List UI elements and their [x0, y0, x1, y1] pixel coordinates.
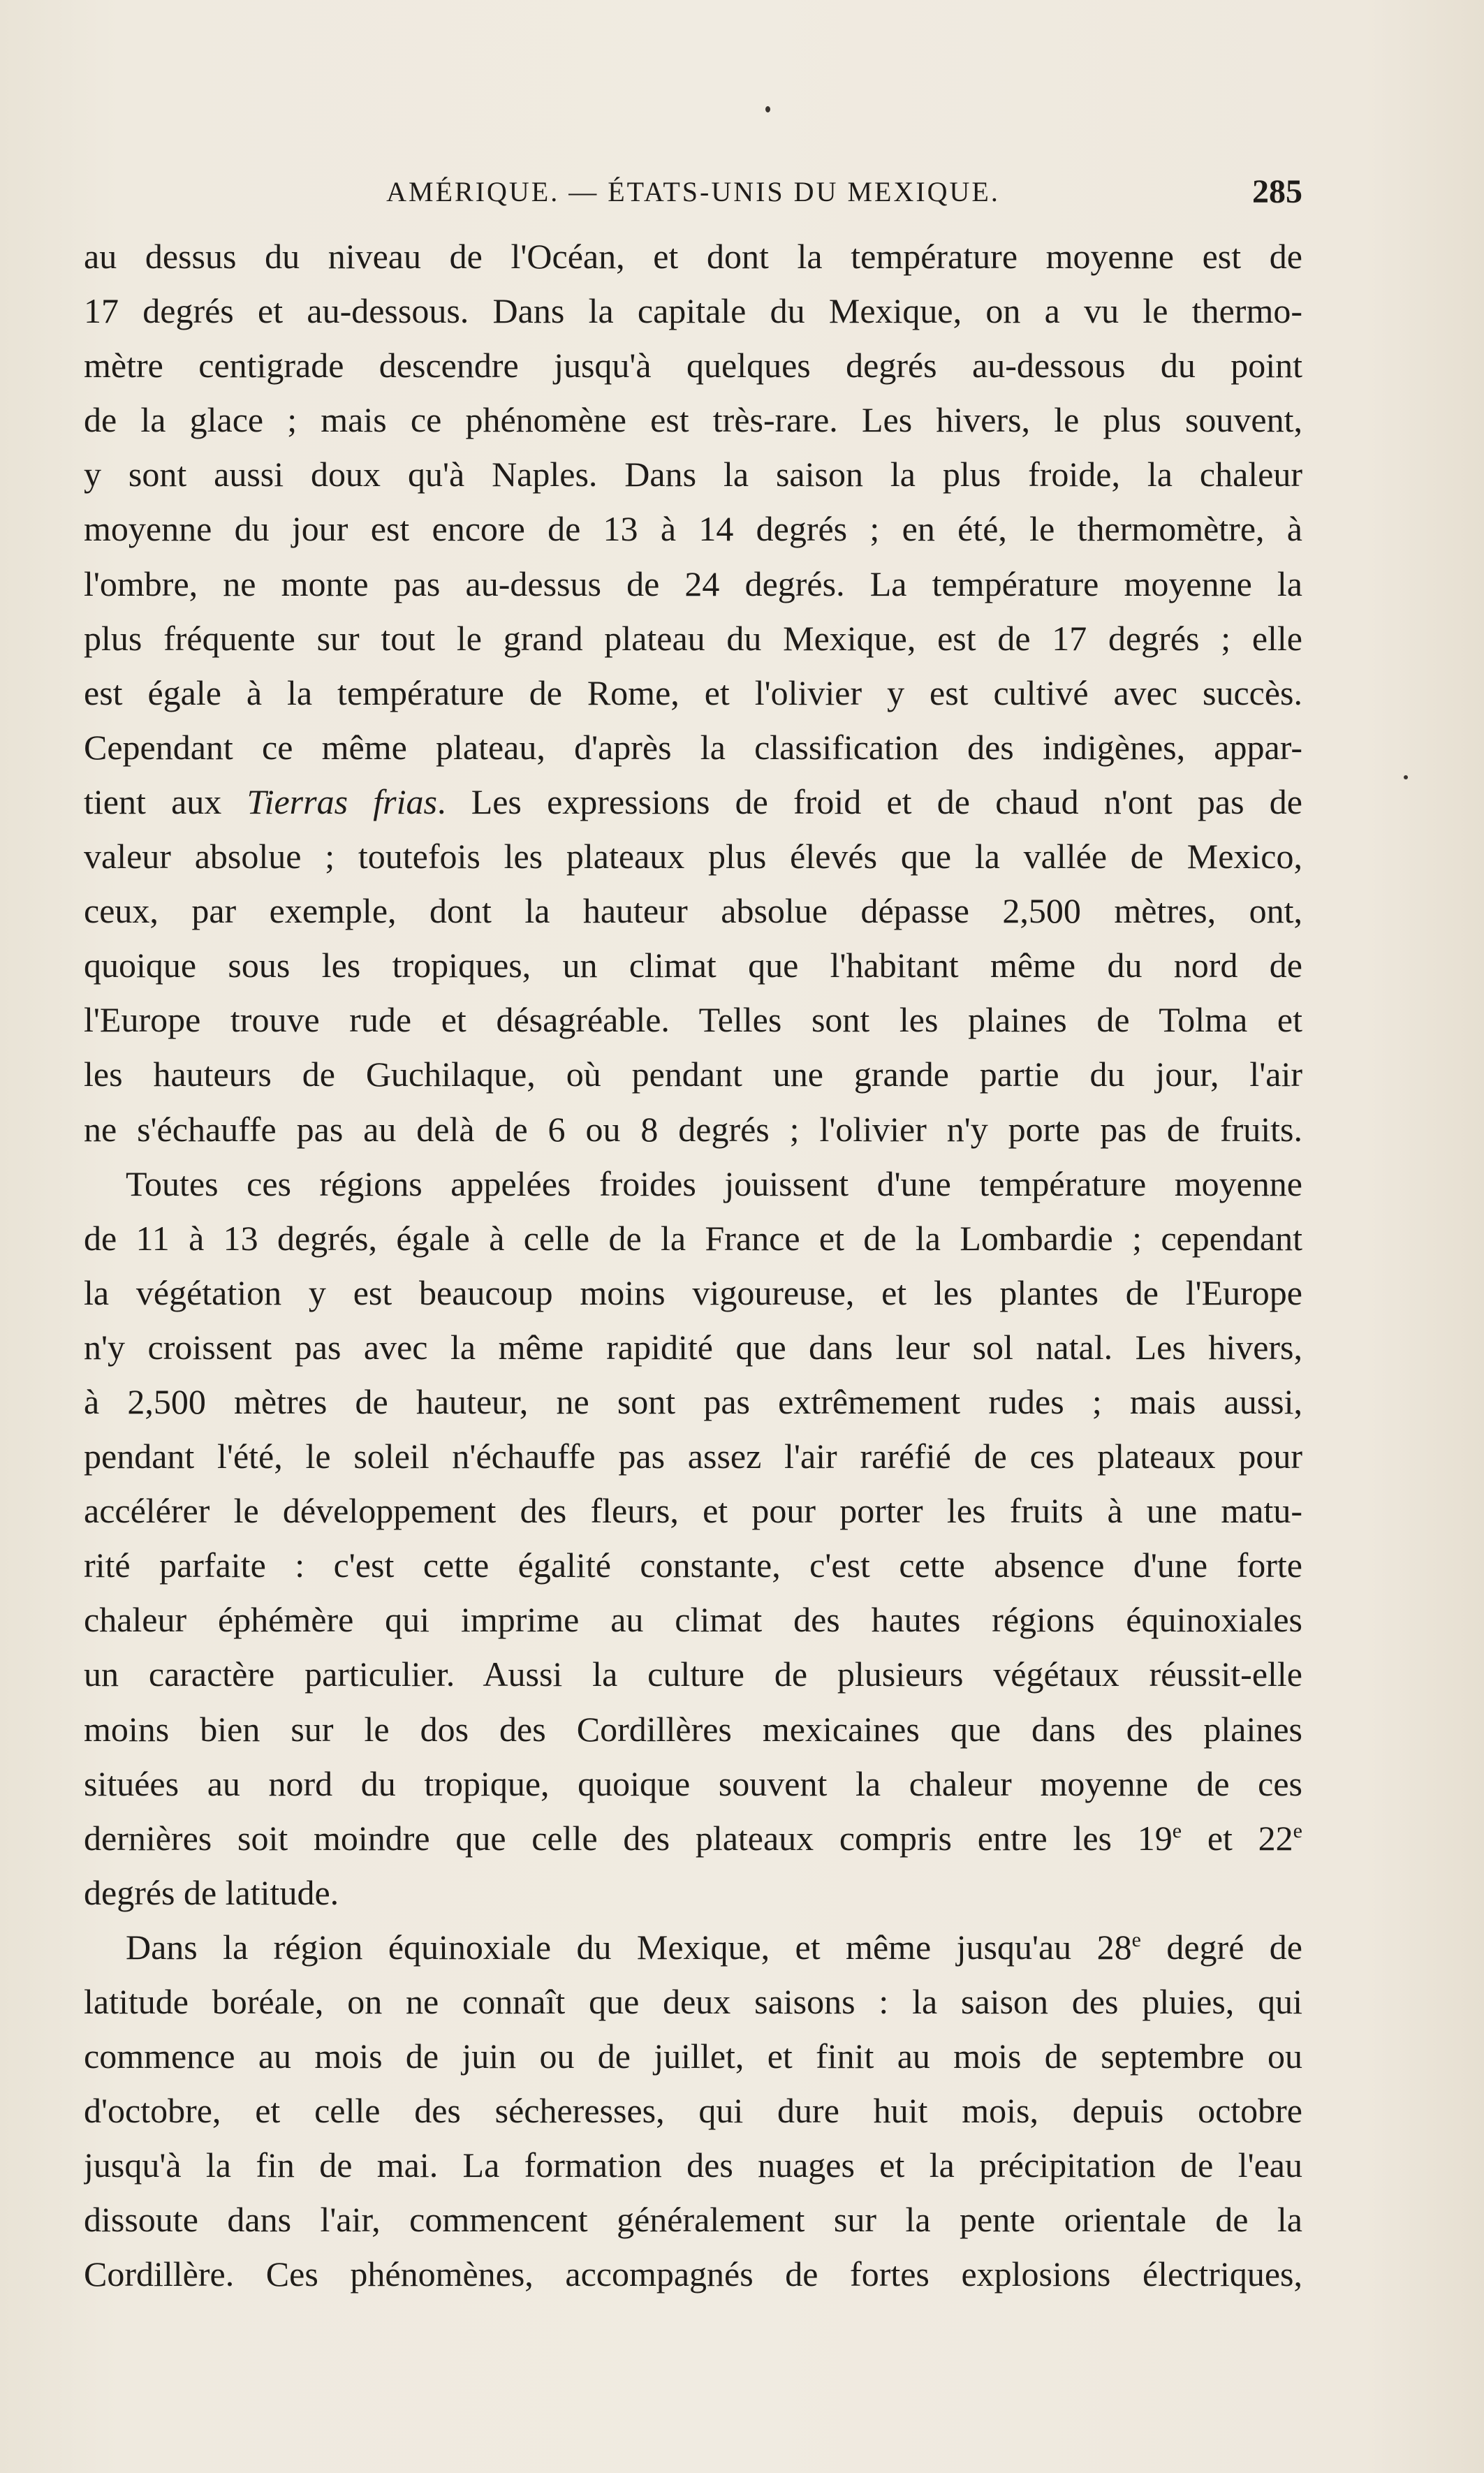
superscript: e	[1131, 1928, 1141, 1951]
text-line: rité parfaite : c'est cette égalité constante, c'est cette absence d'une forte	[84, 1546, 1302, 1585]
text-line	[84, 1920, 1302, 1974]
text-line: valeur absolue ; toutefois les plateaux plus élevés que la vallée de Mexico,	[84, 837, 1302, 876]
page-number: 285	[1252, 173, 1302, 210]
text-line: de la glace ; mais ce phénomène est très-rare. Les hivers, le plus souvent,	[84, 400, 1302, 440]
text-line: au dessus du niveau de l'Océan, et dont la température moyenne est de	[84, 237, 1302, 276]
text-line: la végétation y est beaucoup moins vigoureuse, et les plantes de l'Europe	[84, 1272, 1302, 1312]
text-line: un caractère particulier. Aussi la culture de plusieurs végétaux réussit-elle	[84, 1654, 1302, 1694]
text-line: degrés de latitude.	[84, 1872, 339, 1912]
text-line: ne s'échauffe pas au delà de 6 ou 8 degrés ; l'olivier n'y porte pas de fruits.	[84, 1109, 1302, 1149]
text-line: n'y croissent pas avec la même rapidité que dans leur sol natal. Les hivers,	[84, 1327, 1302, 1367]
text-segment: et 22	[1182, 1818, 1293, 1858]
text-segment: tient aux	[84, 781, 222, 821]
italic-term: Tierras frias	[247, 781, 437, 821]
text-line	[84, 775, 1302, 829]
text-segment: dernières soit moindre que celle des plateaux compris entre les 19	[84, 1818, 1173, 1858]
text-line: pendant l'été, le soleil n'échauffe pas assez l'air raréfié de ces plateaux pour	[84, 1437, 1302, 1476]
text-line: l'Europe trouve rude et désagréable. Telles sont les plaines de Tolma et	[84, 1000, 1302, 1040]
ink-speck	[765, 106, 770, 112]
superscript: e	[1172, 1819, 1182, 1842]
text-segment: degré de	[1140, 1927, 1302, 1967]
body-text	[84, 229, 1302, 2302]
text-line: situées au nord du tropique, quoique souvent la chaleur moyenne de ces	[84, 1763, 1302, 1803]
text-line: 17 degrés et au-dessous. Dans la capitale du Mexique, on a vu le thermo-	[84, 291, 1302, 331]
text-line: plus fréquente sur tout le grand plateau du Mexique, est de 17 degrés ; elle	[84, 618, 1302, 658]
text-line: ceux, par exemple, dont la hauteur absolue dépasse 2,500 mètres, ont,	[84, 891, 1302, 931]
text-line: dissoute dans l'air, commencent généralement sur la pente orientale de la	[84, 2200, 1302, 2240]
text-line: latitude boréale, on ne connaît que deux saisons : la saison des pluies, qui	[84, 1982, 1302, 2021]
text-segment: Dans la région équinoxiale du Mexique, et même jusqu'au 28	[126, 1927, 1132, 1967]
text-line: jusqu'à la fin de mai. La formation des nuages et la précipitation de l'eau	[84, 2145, 1302, 2185]
text-line: Toutes ces régions appelées froides jouissent d'une température moyenne	[126, 1164, 1302, 1203]
text-line: à 2,500 mètres de hauteur, ne sont pas extrêmement rudes ; mais aussi,	[84, 1381, 1302, 1421]
text-line: l'ombre, ne monte pas au-dessus de 24 degrés. La température moyenne la	[84, 564, 1302, 603]
text-line: est égale à la température de Rome, et l'olivier y est cultivé avec succès.	[84, 673, 1302, 712]
text-line	[84, 1811, 1302, 1865]
text-line: les hauteurs de Guchilaque, où pendant une grande partie du jour, l'air	[84, 1055, 1302, 1094]
running-head: AMÉRIQUE. — ÉTATS-UNIS DU MEXIQUE.	[386, 176, 1000, 207]
text-line: accélérer le développement des fleurs, et pour porter les fruits à une matu-	[84, 1491, 1302, 1531]
text-line: Cordillère. Ces phénomènes, accompagnés de fortes explosions électriques,	[84, 2254, 1302, 2294]
ink-speck	[1404, 775, 1408, 779]
superscript: e	[1293, 1819, 1302, 1842]
text-line: d'octobre, et celle des sécheresses, qui dure huit mois, depuis octobre	[84, 2091, 1302, 2131]
page-header	[84, 168, 1302, 217]
text-line: moins bien sur le dos des Cordillères mexicaines que dans des plaines	[84, 1709, 1302, 1749]
text-line: moyenne du jour est encore de 13 à 14 degrés ; en été, le thermomètre, à	[84, 509, 1302, 549]
text-line: y sont aussi doux qu'à Naples. Dans la saison la plus froide, la chaleur	[84, 455, 1302, 494]
text-line: mètre centigrade descendre jusqu'à quelques degrés au-dessous du point	[84, 346, 1302, 386]
text-line: quoique sous les tropiques, un climat que l'habitant même du nord de	[84, 946, 1302, 985]
text-line: de 11 à 13 degrés, égale à celle de la France et de la Lombardie ; cependant	[84, 1218, 1302, 1258]
text-line: commence au mois de juin ou de juillet, et finit au mois de septembre ou	[84, 2037, 1302, 2076]
text-line: chaleur éphémère qui imprime au climat des hautes régions équinoxiales	[84, 1600, 1302, 1640]
text-line: Cependant ce même plateau, d'après la classification des indigènes, appar-	[84, 727, 1302, 767]
text-segment: . Les expressions de froid et de chaud n'ont pas de	[436, 781, 1302, 821]
